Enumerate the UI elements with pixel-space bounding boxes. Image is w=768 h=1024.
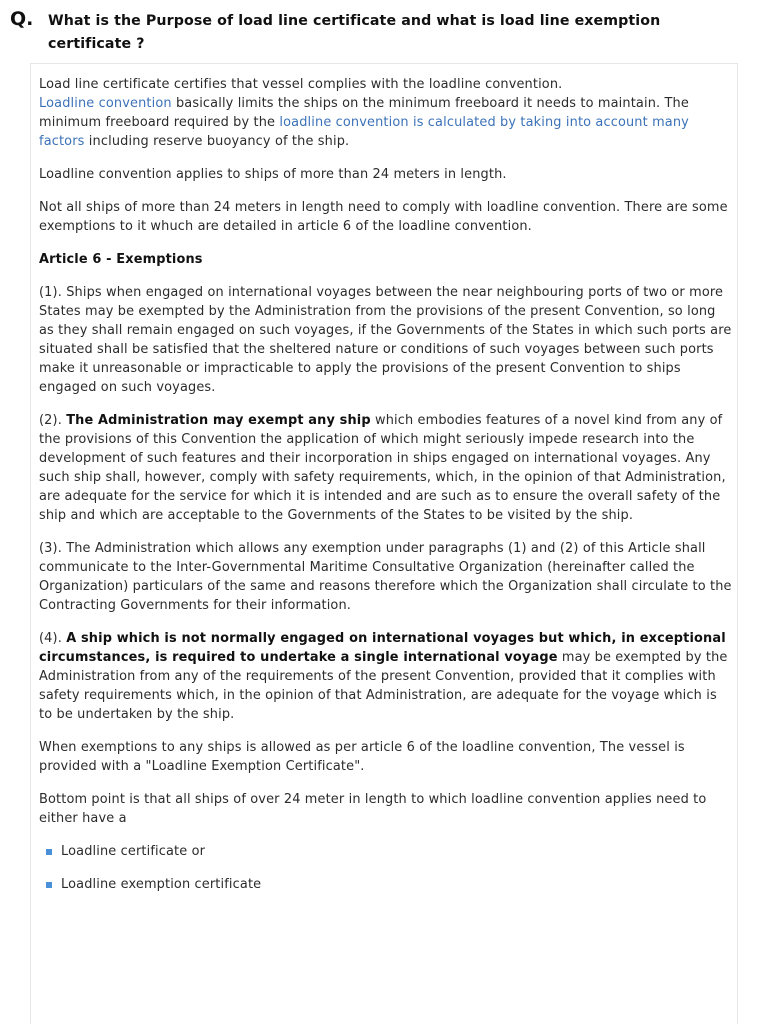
paragraph-applicability: Loadline convention applies to ships of more than 24 meters in length. (39, 167, 507, 182)
list-item-label: Loadline certificate or (61, 844, 206, 859)
item-4-number: (4). (39, 631, 67, 646)
certificate-list (39, 842, 733, 894)
paragraph-not-all-ships: Not all ships of more than 24 meters in length need to comply with loadline convention. There are some exemptions to it whuch are detailed in article 6 of the loadline convention. (39, 200, 728, 234)
intro-text-2: basically limits the ships on the minimum freeboard it needs to maintain. The minimum freeboard required by the (39, 96, 689, 130)
item-2-number: (2). (39, 413, 67, 428)
list-item (39, 842, 733, 861)
exemption-item-1: (1). Ships when engaged on international voyages between the near neighbouring ports of two or more States may be exempted by the Administration from the provisions of the present Convention, so long as they shall remain engaged on such voyages, if the Governments of the States in which such ports are situated shall be satisfied that the sheltered nature or conditions of such voyages between such ports make it unreasonable or impracticable to apply the provisions of the present Convention to ships engaged on such voyages. (39, 285, 732, 395)
question-block (0, 0, 768, 56)
paragraph-intro (39, 75, 733, 151)
intro-text-3: including reserve buoyancy of the ship. (84, 134, 350, 149)
article-heading: Article 6 - Exemptions (39, 252, 203, 267)
intro-text-1: Load line certificate certifies that vessel complies with the loadline convention. (39, 77, 563, 92)
question-marker: Q. (10, 8, 34, 30)
freeboard-calculation-link[interactable]: loadline convention is calculated by taking into account many factors (39, 115, 689, 149)
bullet-icon (46, 882, 52, 888)
item-2-bold: The Administration may exempt any ship (66, 413, 371, 428)
answer-block (30, 63, 738, 1024)
paragraph-exemption-certificate: When exemptions to any ships is allowed as per article 6 of the loadline convention, The vessel is provided with a "Loadline Exemption Certificate". (39, 740, 685, 774)
loadline-convention-link[interactable]: Loadline convention (39, 96, 172, 111)
list-item-label: Loadline exemption certificate (61, 877, 262, 892)
bullet-icon (46, 849, 52, 855)
question-title: What is the Purpose of load line certificate and what is load line exemption certificate ? (48, 13, 661, 52)
exemption-item-3: (3). The Administration which allows any exemption under paragraphs (1) and (2) of this Article shall communicate to the Inter-Governmental Maritime Consultative Organization (hereinafter called the Organization) particulars of the same and reasons therefore which the Organization shall circulate to the Contracting Governments for their information. (39, 541, 732, 613)
item-4-bold: A ship which is not normally engaged on international voyages but which, in exceptional circumstances, is required to undertake a single international voyage (39, 631, 726, 665)
item-4-text: may be exempted by the Administration from any of the requirements of the present Convention, provided that it complies with safety requirements which, in the opinion of that Administration, are adequate for the voyage which is to be undertaken by the ship. (39, 650, 728, 722)
exemption-item-4 (39, 629, 733, 724)
item-2-text: which embodies features of a novel kind from any of the provisions of this Convention the application of which might seriously impede research into the development of such features and their incorporation in ships engaged on international voyages. Any such ship shall, however, comply with safety requirements, which, in the opinion of that Administration, are adequate for the service for which it is intended and are such as to ensure the overall safety of the ship and which are acceptable to the Governments of the States to be visited by the ship. (39, 413, 726, 523)
paragraph-bottom-point: Bottom point is that all ships of over 24 meter in length to which loadline convention applies need to either have a (39, 792, 707, 826)
list-item (39, 875, 733, 894)
exemption-item-2 (39, 411, 733, 525)
